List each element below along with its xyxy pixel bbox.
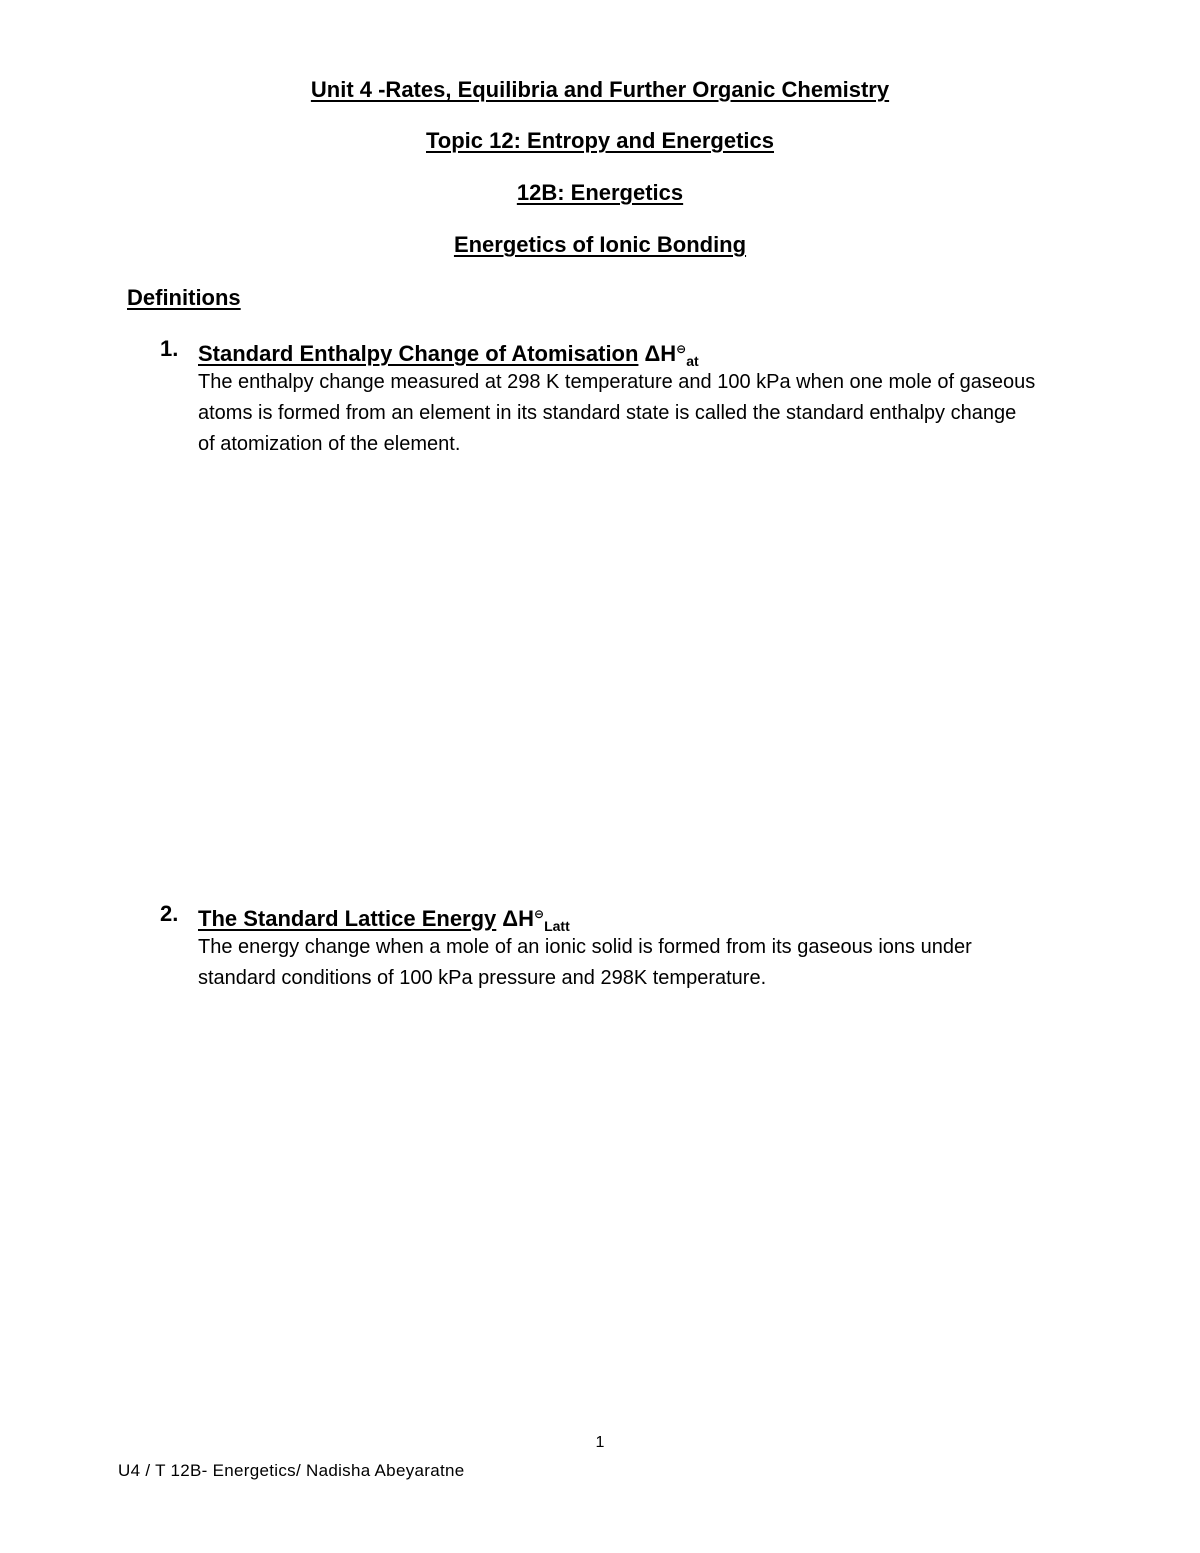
unit-heading [0,76,1200,104]
section-heading-text: Energetics of Ionic Bonding [453,232,747,257]
subtopic-heading-text: 12B: Energetics [516,180,684,205]
definition-number: 2. [160,901,179,926]
enthalpy-subscript: Latt [544,918,570,934]
enthalpy-symbol-text: ΔH [644,341,677,366]
page-footer: U4 / T 12B- Energetics/ Nadisha Abeyaratne [118,1461,465,1480]
definition-body: The energy change when a mole of an ionic solid is formed from its gaseous ions under standard conditions of 100 kPa pressure and 298K temperature. [198,936,972,989]
topic-heading-text: Topic 12: Entropy and Energetics [426,128,774,153]
page-number: 1 [595,1434,605,1451]
enthalpy-symbol [502,906,570,934]
definitions-label: Definitions [127,285,241,310]
enthalpy-subscript: at [686,353,699,369]
subtopic-heading [0,179,1200,207]
definition-body: The enthalpy change measured at 298 K temperature and 100 kPa when one mole of gaseous atoms is formed from an element in its standard state is called the standard enthalpy change of atomization of the element. [198,371,1036,455]
standard-state-symbol: ⊖ [676,342,687,356]
definition-number: 1. [160,336,179,361]
topic-heading [0,127,1200,155]
definition-title-text: The Standard Lattice Energy [198,906,497,931]
enthalpy-symbol-text: ΔH [502,906,534,931]
section-heading [0,231,1200,259]
definition-title-text: Standard Enthalpy Change of Atomisation [198,341,639,366]
enthalpy-symbol [644,341,699,369]
unit-heading-text: Unit 4 -Rates, Equilibria and Further Organic Chemistry [310,77,890,102]
standard-state-symbol: ⊖ [534,907,545,921]
